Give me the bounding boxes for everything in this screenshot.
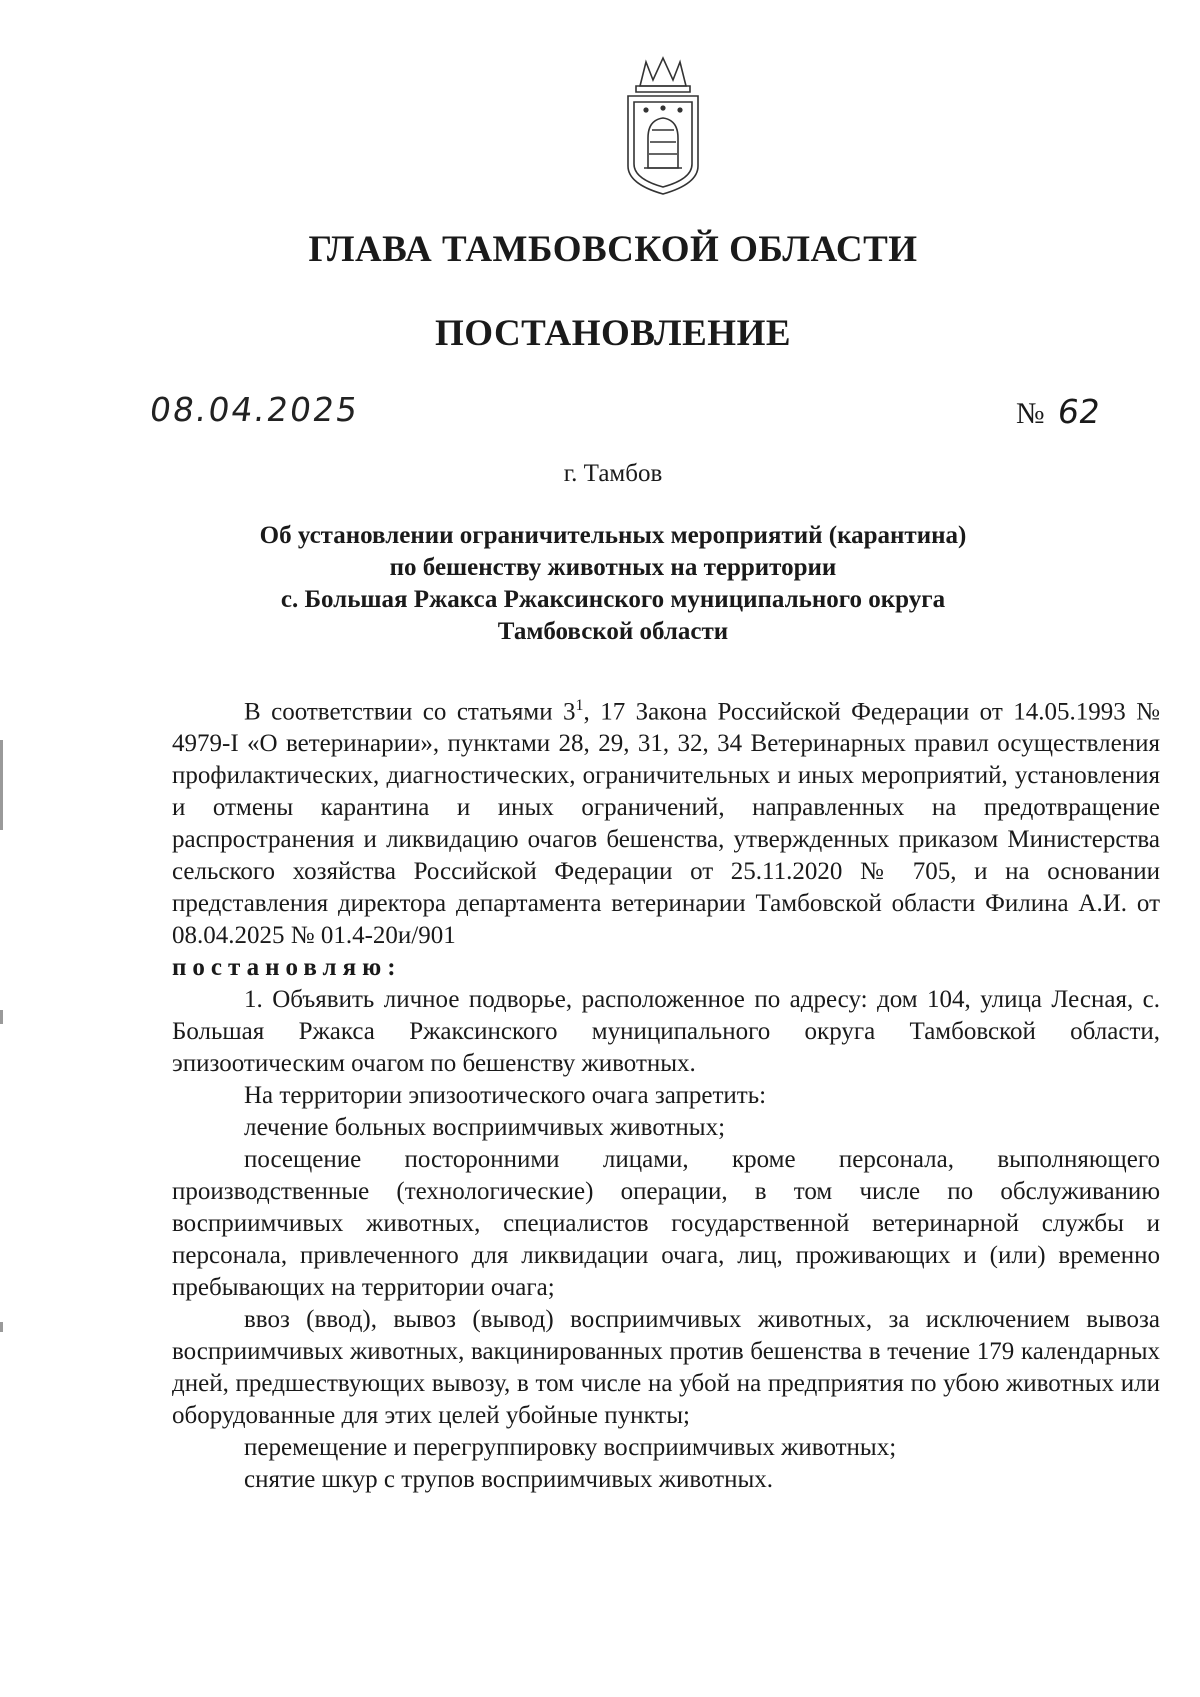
document-type: ПОСТАНОВЛЕНИЕ [434,313,792,354]
preamble-start: В соответствии со статьями 3 [244,698,576,726]
issuing-authority: ГЛАВА ТАМБОВСКОЙ ОБЛАСТИ [308,229,918,270]
city-line: г. Тамбов [563,460,663,487]
scan-margin-mark [0,1010,3,1024]
subject-line: Тамбовской области [497,618,729,645]
scan-margin-mark [0,740,3,830]
clause-paragraph: ввоз (ввод), вывоз (вывод) восприимчивых животных, за исключением вывоза восприимчивых животных, вакцинированных против бешенства в течение 179 календарных дней, предшествующих вывозу, в том числе на убой на предприятия по убою животных или оборудованные для этих целей убойные пункты; [172,1306,1160,1430]
preamble-superscript: 1 [575,697,584,714]
resolve-word: постановляю [172,954,388,982]
number-sign: № [1016,397,1045,430]
document-number [1016,392,1103,431]
clause-paragraph: посещение посторонними лицами, кроме персонала, выполняющего производственные (технологические) операции, в том числе по обслуживанию восприимчивых животных, специалистов государственной ветеринарной службы и персонала, привлеченного для ликвидации очага, лиц, проживающих и (или) временно пребывающих на территории очага; [172,1146,1160,1302]
document-subject [0,520,1200,648]
document-body [172,690,1160,1496]
subject-line: с. Большая Ржакса Ржаксинского муниципального округа [280,586,946,613]
clause-paragraph: лечение больных восприимчивых животных; [244,1114,726,1142]
subject-line: по бешенству животных на территории [389,554,837,581]
document-date: 08.04.2025 [147,390,362,429]
preamble-paragraph [172,690,1160,952]
clause-paragraph: снятие шкур с трупов восприимчивых животных. [244,1466,774,1494]
subject-line: Об установлении ограничительных мероприятий (карантина) [259,522,967,549]
clause-paragraph: На территории эпизоотического очага запретить: [244,1082,767,1110]
tambov-coat-of-arms-icon [618,56,708,196]
clause-paragraph: перемещение и перегруппировку восприимчивых животных; [244,1434,897,1462]
number-value: 62 [1055,392,1103,431]
resolve-line [172,952,1160,984]
scan-margin-mark [0,1322,3,1332]
preamble-rest: , 17 Закона Российской Федерации от 14.05.1993 № 4979-I «О ветеринарии», пунктами 28, 29, 31, 32, 34 Ветеринарных правил осуществления профилактических, диагностических, ограничительных и иных мероприятий, установления и отмены карантина и иных ограничений, направленных на предотвращение распространения и ликвидацию очагов бешенства, утвержденных приказом Министерства сельского хозяйства Российской Федерации от 25.11.2020 № 705, и на основании представления директора департамента ветеринарии Тамбовской области Филина А.И. от 08.04.2025 № 01.4-20и/901 [172,698,1160,950]
resolve-colon: : [387,954,396,982]
clause-paragraph: 1. Объявить личное подворье, расположенное по адресу: дом 104, улица Лесная, с. Большая Ржакса Ржаксинского муниципального округа Тамбовской области, эпизоотическим очагом по бешенству животных. [172,986,1160,1078]
